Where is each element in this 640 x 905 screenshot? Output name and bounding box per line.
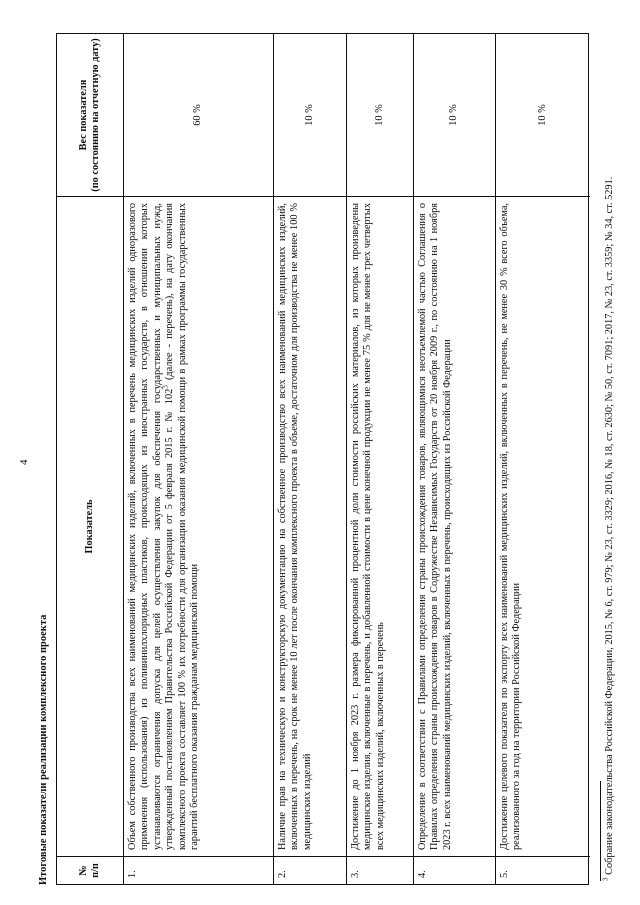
header-weight-note: (по состоянию на отчетную дату) (90, 38, 101, 192)
row-indicator-text-part: Объем собственного производства всех наименований медицинских изделий, включенных в перечень медицинских изделий одноразового применения (использования) из поливинилхлоридных пластиков, происходящих из иностранных государств, в отношении которых устанавливаются ограничения допуска для целей осуществления закупок для обеспечения государственных и муниципальных нужд, утвержденный постановлением Правительства Российской Федерации от 5 февраля 2015 г. № 102 (127, 203, 176, 850)
table-title: Итоговые показатели реализации комплексного проекта (38, 614, 49, 885)
header-number-sign: № (77, 865, 89, 876)
header-indicator-cell (57, 196, 123, 856)
row-weight: 10 % (303, 104, 315, 126)
row-weight: 60 % (192, 104, 204, 126)
table-row (413, 34, 495, 884)
header-indicator-label: Показатель (83, 499, 95, 554)
header-number-cell (57, 856, 123, 884)
table-row (346, 34, 413, 884)
row-number: 1. (124, 856, 273, 884)
row-number: 2. (274, 856, 346, 884)
footnote-reference: 3 (161, 385, 170, 389)
header-weight-cell (57, 34, 123, 196)
row-indicator-text: Наличие прав на техническую и конструкторскую документацию на собственное производство всех наименований медицинских изделий, включенных в перечень, на срок не менее 10 лет после окончания комплексного проекта в объеме, достаточном для производства не менее 100 % медицинских изделий (274, 196, 346, 856)
row-indicator-text: Достижение до 1 ноября 2023 г. размера фиксированной процентной доли стоимости российских материалов, из которых произведены медицинские изделия, включенные в перечень, и добавленной стоимости в цене конечной продукции не менее 75 % для не менее трех четвертых всех медицинских изделий, включенных в перечень (347, 196, 413, 856)
header-number-abbr: п/п (90, 863, 101, 878)
table-row (123, 34, 273, 884)
row-number: 5. (496, 856, 590, 884)
row-number: 4. (414, 856, 495, 884)
row-indicator-text: Достижение целевого показателя по экспорту всех наименований медицинских изделий, включенных в перечень, не менее 30 % всего объема, реализованного за год на территории Российской Федерации (496, 196, 590, 856)
table-row (495, 34, 590, 884)
row-indicator-text (124, 196, 273, 856)
row-weight: 10 % (536, 104, 548, 126)
table-header-row (57, 34, 123, 884)
page-number: 4 (18, 459, 30, 465)
footnote-text: Собрание законодательства Российской Федерации, 2015, № 6, ст. 979; № 23, ст. 3329; 2016, № 18, ст. 2630; № 50, ст. 7091; 2017, № 23, ст. 3359; № 34, ст. 5291. (604, 176, 615, 878)
row-indicator-text-part: (далее - перечень), на дату окончания комплексного проекта составляет 100 % их потребности для организации оказания медицинской помощи в рамках программы государственных гарантий бесплатного оказания гражданам медицинской помощи (164, 203, 201, 850)
indicators-table (56, 33, 589, 885)
row-weight: 10 % (448, 104, 460, 126)
footnote-divider (600, 781, 601, 881)
footnote-mark: 3 (601, 877, 610, 881)
row-number: 3. (347, 856, 413, 884)
header-weight-label: Вес показателя (77, 79, 89, 151)
row-weight: 10 % (373, 104, 385, 126)
footnote (601, 31, 616, 881)
table-row (273, 34, 346, 884)
row-indicator-text: Определение в соответствии с Правилами определения страны происхождения товаров, являющимися неотъемлемой частью Соглашения о Правилах определения страны происхождения товаров в Содружестве Независимых Государств от 20 ноября 2009 г., по состоянию на 1 ноября 2023 г. всех наименований медицинских изделий, включенных в перечень, происходящих из Российской Федерации (414, 196, 495, 856)
